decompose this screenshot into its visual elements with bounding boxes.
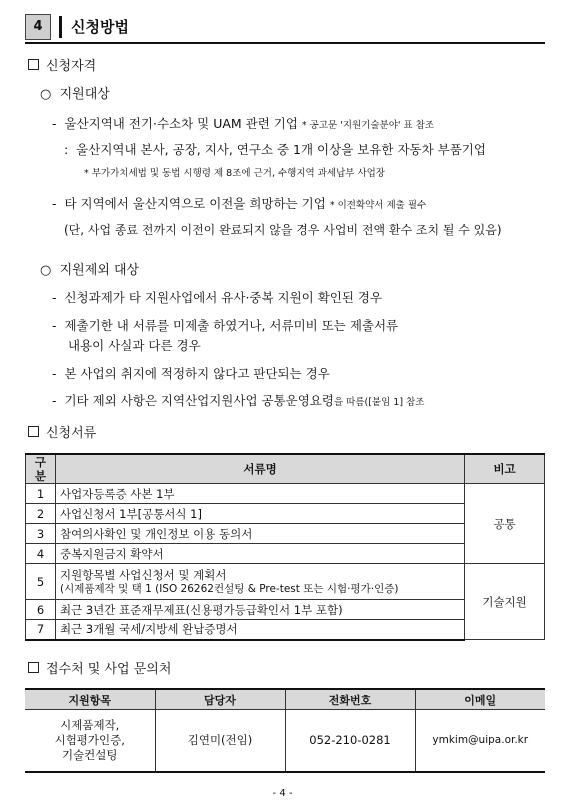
document-name: 참여의사확인 및 개인정보 이용 동의서 <box>55 524 464 544</box>
table-row <box>26 564 545 600</box>
document-name: 최근 3개월 국세/지방세 완납증명서 <box>55 620 464 640</box>
section-underline <box>25 42 545 44</box>
exclusion-item-1: - 신청과제가 타 지원사업에서 유사·중복 지원이 확인된 경우 <box>52 290 383 305</box>
target-item-2: - 타 지역에서 울산지역으로 이전을 희망하는 기업 * 이전확약서 제출 필수 <box>52 196 427 211</box>
target-item-2-detail: (단, 사업 종료 전까지 이전이 완료되지 않을 경우 사업비 전액 환수 조치 될 수 있음) <box>64 223 502 237</box>
support-item-line: 시제품제작, <box>60 717 120 732</box>
exclusion-item-2-text: 제출기한 내 서류를 미제출 하였거나, 서류미비 또는 제출서류 <box>64 318 399 333</box>
subheading-exclusions-text: 지원제외 대상 <box>59 263 140 278</box>
subheading-support-target <box>40 86 110 103</box>
exclusion-item-3-text: 본 사업의 취지에 적정하지 않다고 판단되는 경우 <box>64 366 330 381</box>
document-name: 중복지원금지 확약서 <box>55 544 464 564</box>
row-number: 1 <box>26 484 56 504</box>
row-number: 2 <box>26 504 56 524</box>
heading-contact-text: 접수처 및 사업 문의처 <box>46 662 172 677</box>
col-header-category: 구분 <box>26 454 56 484</box>
section-number: 4 <box>25 14 51 40</box>
row-number: 4 <box>26 544 56 564</box>
col-header-person: 담당자 <box>155 689 285 710</box>
table-row <box>25 710 545 772</box>
section-header <box>25 14 545 40</box>
checkbox-square-icon <box>28 662 39 673</box>
page-number: - 4 - <box>272 788 293 799</box>
target-item-2-text: 타 지역에서 울산지역으로 이전을 희망하는 기업 <box>64 196 326 211</box>
exclusion-item-3: - 본 사업의 취지에 적정하지 않다고 판단되는 경우 <box>52 366 330 381</box>
heading-documents-text: 신청서류 <box>46 426 97 441</box>
col-header-document: 서류명 <box>55 454 464 484</box>
target-item-1-detail-text: 울산지역내 본사, 공장, 지사, 연구소 중 1개 이상을 보유한 자동차 부품기업 <box>76 142 486 157</box>
table-header-row <box>25 689 545 710</box>
checkbox-square-icon <box>28 59 39 70</box>
exclusion-item-2: - 제출기한 내 서류를 미제출 하였거나, 서류미비 또는 제출서류 <box>52 318 399 333</box>
document-name-line2: (시제품제작 및 택 1 (ISO 26262컨설팅 & Pre-test 또는 시험·평가·인증) <box>59 582 399 595</box>
exclusion-item-4-text: 기타 제외 사항은 지역산업지원사업 공통운영요령 <box>64 393 334 408</box>
table-row <box>26 484 545 504</box>
support-item-line: 기술컨설팅 <box>61 747 118 762</box>
document-name <box>55 564 464 600</box>
col-header-email: 이메일 <box>415 689 545 710</box>
contact-person: 김연미(전임) <box>155 710 285 772</box>
document-name: 사업자등록증 사본 1부 <box>55 484 464 504</box>
col-header-item: 지원항목 <box>25 689 155 710</box>
target-item-1-text: 울산지역내 전기·수소차 및 UAM 관련 기업 <box>64 116 298 131</box>
section-title: 신청방법 <box>71 18 129 36</box>
target-item-1-note: * 공고문 '지원기술분야' 표 참조 <box>301 120 435 131</box>
note-tech-support: 기술지원 <box>465 564 545 640</box>
support-item-line: 시험평가인증, <box>54 732 125 747</box>
exclusion-item-1-text: 신청과제가 타 지원사업에서 유사·중복 지원이 확인된 경우 <box>64 290 383 305</box>
col-header-phone: 전화번호 <box>285 689 415 710</box>
row-number: 6 <box>26 600 56 620</box>
row-number: 3 <box>26 524 56 544</box>
heading-contact <box>28 661 171 678</box>
contact-email[interactable]: ymkim@uipa.or.kr <box>415 710 545 772</box>
document-name: 사업신청서 1부[공통서식 1] <box>55 504 464 524</box>
circle-bullet-icon: ○ <box>40 87 52 102</box>
heading-documents <box>28 425 96 442</box>
documents-table <box>25 453 545 641</box>
target-item-2-note: * 이전확약서 제출 필수 <box>329 200 427 211</box>
circle-bullet-icon: ○ <box>40 263 52 278</box>
section-divider <box>59 16 62 38</box>
exclusion-item-4-note: 을 따름( <box>333 397 369 408</box>
contact-phone: 052-210-0281 <box>285 710 415 772</box>
target-item-1-detail: : 울산지역내 본사, 공장, 지사, 연구소 중 1개 이상을 보유한 자동차 부품기업 <box>64 142 486 157</box>
support-item <box>25 710 155 772</box>
subheading-exclusions <box>40 262 139 279</box>
checkbox-square-icon <box>28 426 39 437</box>
col-header-note: 비고 <box>465 454 545 484</box>
heading-eligibility-text: 신청자격 <box>46 59 97 74</box>
contact-table <box>25 688 545 773</box>
target-item-1: - 울산지역내 전기·수소차 및 UAM 관련 기업 * 공고문 '지원기술분야' 표 참조 <box>52 116 435 131</box>
row-number: 7 <box>26 620 56 640</box>
note-common: 공통 <box>465 484 545 564</box>
row-number: 5 <box>26 564 56 600</box>
exclusion-item-2-cont: 내용이 사실과 다른 경우 <box>68 338 201 353</box>
document-name: 최근 3년간 표준재무제표(신용평가등급확인서 1부 포함) <box>55 600 464 620</box>
heading-eligibility <box>28 58 96 75</box>
document-name-line1: 지원항목별 사업신청서 및 계획서 <box>59 567 227 582</box>
exclusion-item-4: - 기타 제외 사항은 지역산업지원사업 공통운영요령을 따름([붙임 1] 참조 <box>52 393 425 408</box>
subheading-support-target-text: 지원대상 <box>59 87 110 102</box>
table-header-row <box>26 454 545 484</box>
target-item-1-detail-note: * 부가가치세법 및 동법 시행령 제 8조에 근거, 수행지역 과세납부 사업장 <box>84 168 385 179</box>
exclusion-item-4-ref: [붙임 1] 참조 <box>368 397 425 408</box>
